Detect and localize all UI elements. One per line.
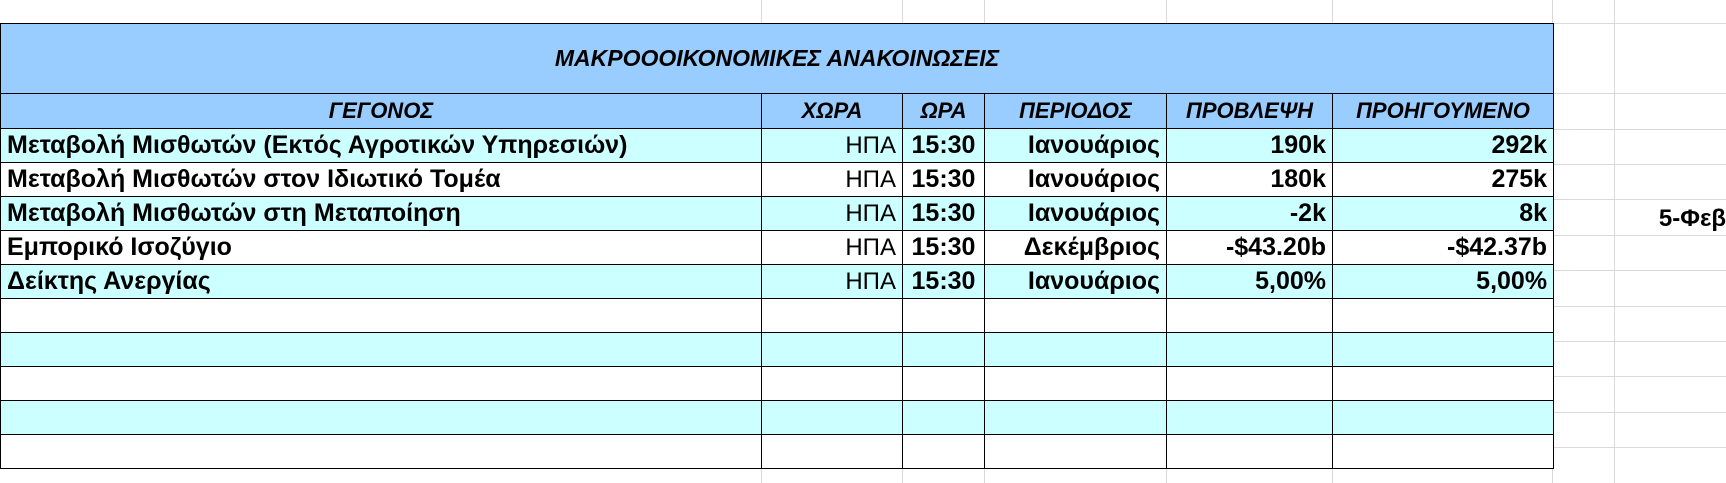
empty-row (1, 435, 1554, 469)
table-row (1, 265, 1554, 299)
forecast-cell[interactable]: -2k (1167, 197, 1333, 231)
header-event[interactable]: ΓΕΓΟΝΟΣ (1, 94, 762, 129)
event-cell[interactable]: Εμπορικό Ισοζύγιο (1, 231, 762, 265)
previous-cell[interactable]: 8k (1333, 197, 1554, 231)
previous-cell[interactable]: 275k (1333, 163, 1554, 197)
previous-cell[interactable]: -$42.37b (1333, 231, 1554, 265)
grid-line (1552, 129, 1726, 130)
empty-cell[interactable] (903, 299, 985, 333)
empty-row (1, 367, 1554, 401)
empty-cell[interactable] (762, 299, 903, 333)
empty-cell[interactable] (1167, 367, 1333, 401)
grid-line (1552, 447, 1726, 448)
empty-cell[interactable] (1333, 367, 1554, 401)
country-cell[interactable]: ΗΠΑ (762, 197, 903, 231)
country-cell[interactable]: ΗΠΑ (762, 265, 903, 299)
grid-line (1552, 199, 1726, 200)
empty-cell[interactable] (762, 333, 903, 367)
time-cell[interactable]: 15:30 (903, 231, 985, 265)
time-cell[interactable]: 15:30 (903, 197, 985, 231)
header-time[interactable]: ΩΡΑ (903, 94, 985, 129)
header-period[interactable]: ΠΕΡΙΟΔΟΣ (985, 94, 1167, 129)
empty-cell[interactable] (1167, 435, 1333, 469)
grid-line (1552, 270, 1726, 271)
grid-line (1552, 93, 1726, 94)
empty-cell[interactable] (1, 299, 762, 333)
time-cell[interactable]: 15:30 (903, 163, 985, 197)
empty-cell[interactable] (1167, 299, 1333, 333)
grid-line (1552, 306, 1726, 307)
forecast-cell[interactable]: 190k (1167, 129, 1333, 163)
empty-cell[interactable] (1, 367, 762, 401)
previous-cell[interactable]: 292k (1333, 129, 1554, 163)
forecast-cell[interactable]: -$43.20b (1167, 231, 1333, 265)
empty-cell[interactable] (903, 367, 985, 401)
period-cell[interactable]: Ιανουάριος (985, 197, 1167, 231)
empty-row (1, 299, 1554, 333)
empty-cell[interactable] (903, 333, 985, 367)
period-cell[interactable]: Ιανουάριος (985, 163, 1167, 197)
empty-cell[interactable] (762, 367, 903, 401)
table-row (1, 129, 1554, 163)
period-cell[interactable]: Δεκέμβριος (985, 231, 1167, 265)
grid-line (1552, 376, 1726, 377)
empty-cell[interactable] (1, 333, 762, 367)
event-cell[interactable]: Δείκτης Ανεργίας (1, 265, 762, 299)
forecast-cell[interactable]: 180k (1167, 163, 1333, 197)
grid-line (1552, 164, 1726, 165)
forecast-cell[interactable]: 5,00% (1167, 265, 1333, 299)
country-cell[interactable]: ΗΠΑ (762, 231, 903, 265)
empty-cell[interactable] (903, 435, 985, 469)
table-row (1, 231, 1554, 265)
date-cell[interactable]: 5-Φεβ (1658, 205, 1726, 232)
time-cell[interactable]: 15:30 (903, 129, 985, 163)
time-cell[interactable]: 15:30 (903, 265, 985, 299)
empty-row (1, 401, 1554, 435)
empty-cell[interactable] (903, 401, 985, 435)
table-row (1, 163, 1554, 197)
empty-cell[interactable] (1167, 401, 1333, 435)
country-cell[interactable]: ΗΠΑ (762, 129, 903, 163)
grid-line (1552, 23, 1726, 24)
empty-cell[interactable] (985, 435, 1167, 469)
empty-cell[interactable] (762, 435, 903, 469)
country-cell[interactable]: ΗΠΑ (762, 163, 903, 197)
empty-cell[interactable] (985, 401, 1167, 435)
announcements-table (0, 23, 1554, 469)
empty-row (1, 333, 1554, 367)
empty-cell[interactable] (985, 333, 1167, 367)
empty-cell[interactable] (985, 299, 1167, 333)
empty-cell[interactable] (1333, 333, 1554, 367)
empty-cell[interactable] (1333, 401, 1554, 435)
previous-cell[interactable]: 5,00% (1333, 265, 1554, 299)
empty-cell[interactable] (1, 401, 762, 435)
event-cell[interactable]: Μεταβολή Μισθωτών στον Ιδιωτικό Τομέα (1, 163, 762, 197)
grid-line (1552, 341, 1726, 342)
empty-cell[interactable] (1, 435, 762, 469)
header-country[interactable]: ΧΩΡΑ (762, 94, 903, 129)
empty-cell[interactable] (762, 401, 903, 435)
event-cell[interactable]: Μεταβολή Μισθωτών στη Μεταποίηση (1, 197, 762, 231)
empty-cell[interactable] (985, 367, 1167, 401)
period-cell[interactable]: Ιανουάριος (985, 129, 1167, 163)
header-row (1, 94, 1554, 129)
empty-cell[interactable] (1333, 299, 1554, 333)
grid-line (1552, 235, 1726, 236)
event-cell[interactable]: Μεταβολή Μισθωτών (Εκτός Αγροτικών Υπηρεσιών) (1, 129, 762, 163)
grid-line (1552, 412, 1726, 413)
grid-line (1614, 0, 1615, 483)
header-previous[interactable]: ΠΡΟΗΓΟΥΜΕΝΟ (1333, 94, 1554, 129)
header-forecast[interactable]: ΠΡΟΒΛΕΨΗ (1167, 94, 1333, 129)
table-row (1, 197, 1554, 231)
period-cell[interactable]: Ιανουάριος (985, 265, 1167, 299)
empty-cell[interactable] (1333, 435, 1554, 469)
empty-cell[interactable] (1167, 333, 1333, 367)
table-title[interactable]: ΜΑΚΡΟΟΟΙΚΟΝΟΜΙΚΕΣ ΑΝΑΚΟΙΝΩΣΕΙΣ (1, 24, 1554, 94)
